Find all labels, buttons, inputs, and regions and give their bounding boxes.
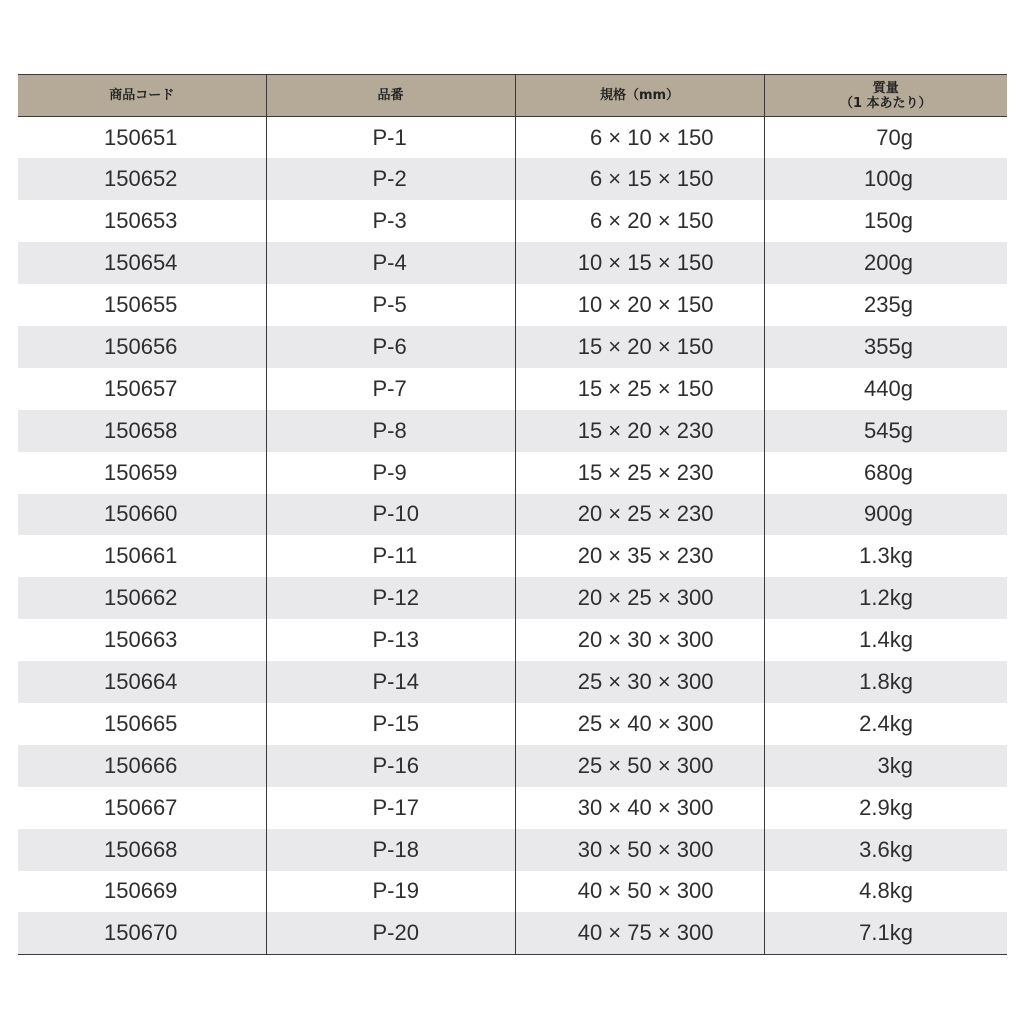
dimensions-cell: 25 × 40 × 300 (515, 703, 764, 745)
weight-cell: 2.9kg (764, 787, 1007, 829)
part-number-cell: P-4 (266, 242, 515, 284)
weight-cell: 4.8kg (764, 871, 1007, 913)
weight-cell: 3kg (764, 745, 1007, 787)
weight-cell: 680g (764, 452, 1007, 494)
weight-cell: 1.8kg (764, 661, 1007, 703)
part-number-cell: P-14 (266, 661, 515, 703)
table-row (18, 410, 1007, 452)
dimensions-cell: 15 × 25 × 230 (515, 452, 764, 494)
table-row (18, 871, 1007, 913)
part-number-cell: P-11 (266, 535, 515, 577)
product-code-cell: 150652 (104, 166, 178, 192)
table-row (18, 577, 1007, 619)
spec-table-container (18, 74, 1007, 955)
part-number-cell: P-5 (266, 284, 515, 326)
part-number-cell: P-12 (266, 577, 515, 619)
product-code-cell: 150663 (104, 627, 178, 653)
dimensions-cell: 20 × 30 × 300 (515, 619, 764, 661)
dimensions-cell: 25 × 30 × 300 (515, 661, 764, 703)
table-row (18, 661, 1007, 703)
table-row (18, 494, 1007, 536)
weight-cell: 1.3kg (764, 535, 1007, 577)
part-number-cell: P-18 (266, 829, 515, 871)
table-row (18, 200, 1007, 242)
dimensions-cell: 6 × 10 × 150 (515, 117, 764, 159)
product-code-cell: 150655 (104, 292, 178, 317)
dimensions-cell: 15 × 25 × 150 (515, 368, 764, 410)
part-number-cell: P-16 (266, 745, 515, 787)
dimensions-cell: 10 × 15 × 150 (515, 242, 764, 284)
dimensions-cell: 10 × 20 × 150 (515, 284, 764, 326)
table-row (18, 787, 1007, 829)
table-row (18, 829, 1007, 871)
table-row (18, 619, 1007, 661)
product-code-cell: 150669 (104, 878, 178, 904)
table-row (18, 368, 1007, 410)
product-code-cell: 150670 (18, 912, 266, 954)
header-weight (764, 75, 1007, 117)
part-number-cell: P-8 (266, 410, 515, 452)
weight-cell: 235g (764, 284, 1007, 326)
part-number-cell: P-3 (266, 200, 515, 242)
weight-cell: 150g (764, 200, 1007, 242)
weight-cell: 2.4kg (764, 703, 1007, 745)
product-code-cell: 150657 (104, 375, 178, 401)
dimensions-cell: 25 × 50 × 300 (515, 745, 764, 787)
product-code-cell: 150662 (104, 585, 178, 611)
spec-table (18, 74, 1007, 955)
dimensions-cell: 15 × 20 × 150 (515, 326, 764, 368)
table-row (18, 117, 1007, 159)
header-part-number: 品番 (266, 75, 515, 117)
part-number-cell: P-7 (266, 368, 515, 410)
header-row (18, 75, 1007, 117)
dimensions-cell: 20 × 25 × 300 (515, 577, 764, 619)
dimensions-cell: 20 × 35 × 230 (515, 535, 764, 577)
dimensions-cell: 15 × 20 × 230 (515, 410, 764, 452)
product-code-cell: 150653 (104, 208, 178, 234)
part-number-cell: P-6 (266, 326, 515, 368)
table-row (18, 745, 1007, 787)
table-row (18, 912, 1007, 954)
table-row (18, 326, 1007, 368)
header-product-code: 商品コード (18, 75, 266, 117)
product-code-cell: 150668 (104, 836, 178, 862)
dimensions-cell: 40 × 75 × 300 (515, 912, 764, 954)
header-weight-unit-note: （1 本あたり） (839, 95, 932, 111)
weight-cell: 545g (764, 410, 1007, 452)
product-code-cell: 150666 (104, 752, 178, 778)
product-code-cell: 150654 (104, 250, 178, 276)
part-number-cell: P-9 (266, 452, 515, 494)
dimensions-cell: 40 × 50 × 300 (515, 871, 764, 913)
weight-cell: 70g (764, 117, 1007, 159)
table-row (18, 158, 1007, 200)
dimensions-cell: 30 × 40 × 300 (515, 787, 764, 829)
weight-cell: 1.4kg (764, 619, 1007, 661)
dimensions-cell: 6 × 15 × 150 (515, 158, 764, 200)
header-dimensions: 規格（mm） (515, 75, 764, 117)
weight-cell: 440g (764, 368, 1007, 410)
product-code-cell: 150660 (104, 501, 178, 527)
weight-cell: 355g (764, 326, 1007, 368)
part-number-cell: P-19 (266, 871, 515, 913)
part-number-cell: P-20 (266, 912, 515, 954)
table-row (18, 703, 1007, 745)
table-row (18, 452, 1007, 494)
table-body (18, 117, 1007, 955)
product-code-cell: 150665 (104, 710, 178, 736)
table-header (18, 75, 1007, 117)
product-code-cell: 150664 (104, 669, 178, 695)
weight-cell: 3.6kg (764, 829, 1007, 871)
product-code-cell: 150667 (104, 794, 178, 820)
part-number-cell: P-13 (266, 619, 515, 661)
weight-cell: 200g (764, 242, 1007, 284)
product-code-cell: 150661 (104, 543, 178, 569)
weight-cell: 900g (764, 494, 1007, 536)
weight-cell: 7.1kg (764, 912, 1007, 954)
product-code-cell: 150656 (104, 333, 178, 359)
part-number-cell: P-1 (266, 117, 515, 159)
part-number-cell: P-2 (266, 158, 515, 200)
part-number-cell: P-17 (266, 787, 515, 829)
product-code-cell: 150659 (104, 459, 178, 485)
table-row (18, 535, 1007, 577)
product-code-cell: 150651 (104, 124, 178, 150)
header-weight-label: 質量 (872, 80, 899, 96)
weight-cell: 1.2kg (764, 577, 1007, 619)
part-number-cell: P-15 (266, 703, 515, 745)
product-code-cell: 150658 (104, 417, 178, 443)
weight-cell: 100g (764, 158, 1007, 200)
dimensions-cell: 30 × 50 × 300 (515, 829, 764, 871)
table-row (18, 284, 1007, 326)
table-row (18, 242, 1007, 284)
dimensions-cell: 6 × 20 × 150 (515, 200, 764, 242)
dimensions-cell: 20 × 25 × 230 (515, 494, 764, 536)
part-number-cell: P-10 (266, 494, 515, 536)
